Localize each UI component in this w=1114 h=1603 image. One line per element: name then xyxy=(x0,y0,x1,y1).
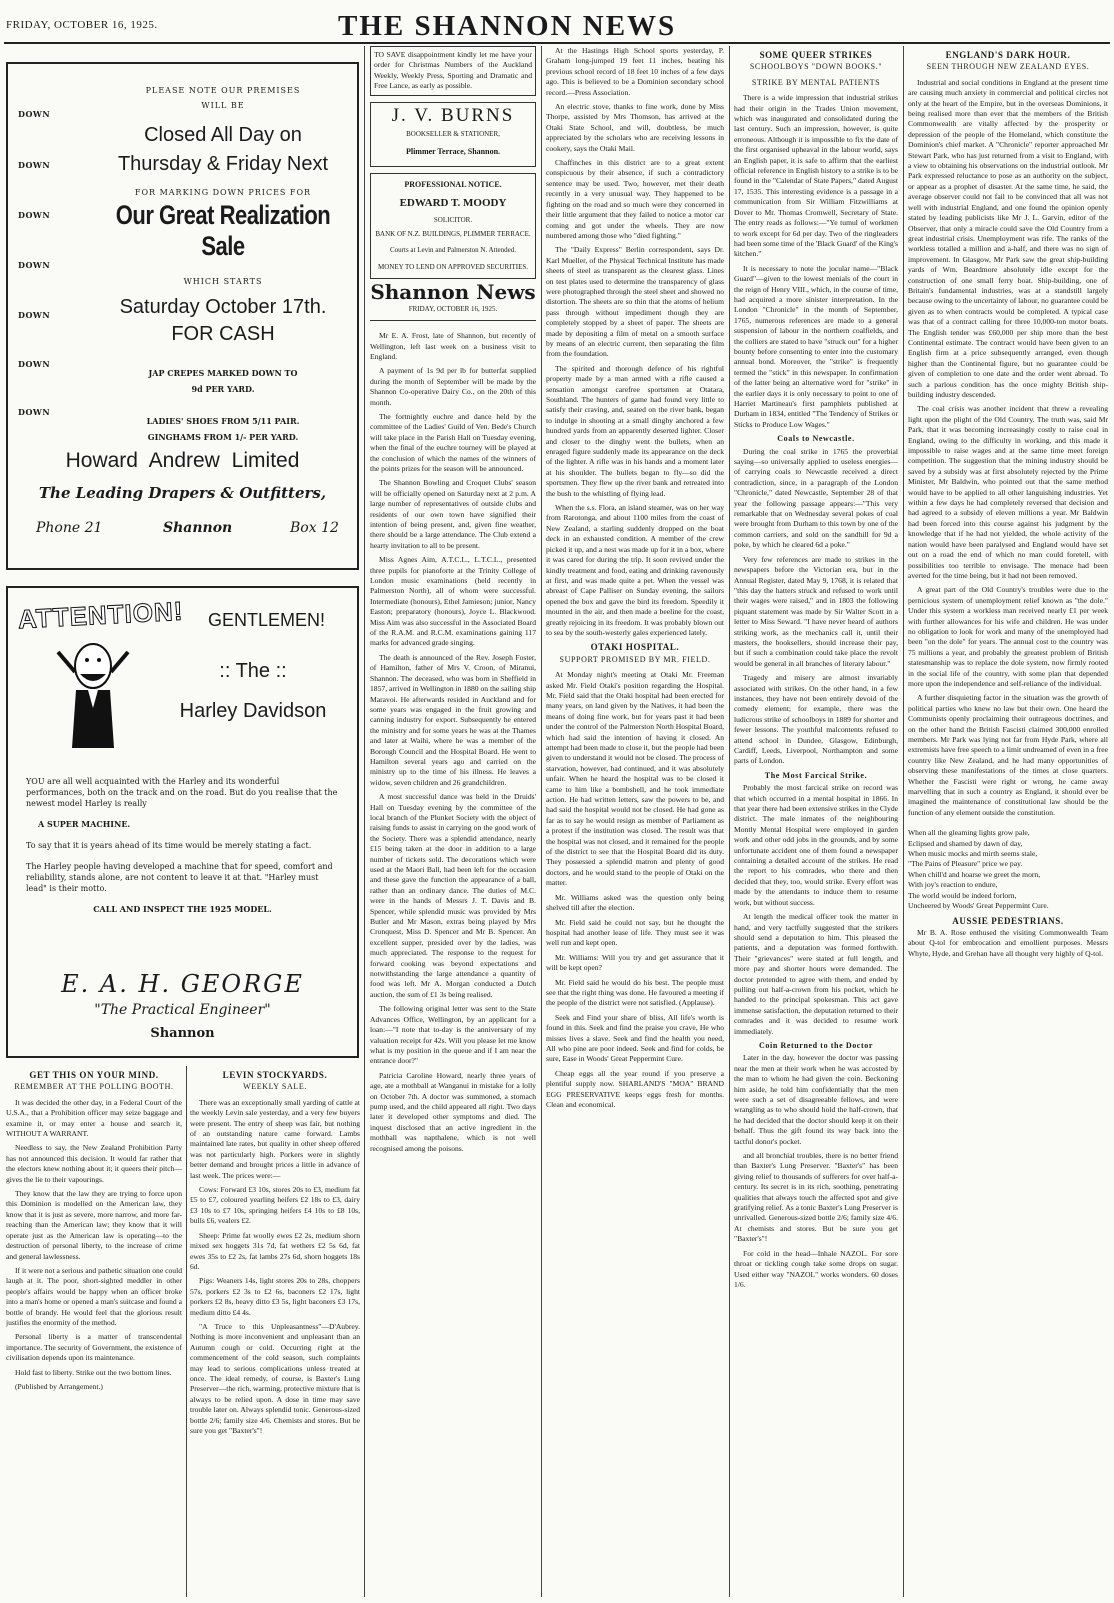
paragraph: The Shannon Bowling and Croquet Clubs' season will be officially opened on Saturday next at 2 p.m. A large number of representatives of outside clubs and residents of our own town have signified their intention of being present, and, given fine weather, there should be a large attendance. The Club extend a hearty invitation to all to be present. xyxy=(370,478,536,550)
column-rule xyxy=(186,1066,187,1597)
which-starts-text: WHICH STARTS xyxy=(183,277,263,286)
paragraph: At length the medical officer took the matter in hand, and very tactfully suggested that the strikers should send a deputation to him. This pleased the patients, and a deputation was formed forthwith. Their "grievances" were stated at full length, and more pay and shorter hours were demanded. The doctor pretended to agree with them, and ended by pulling out half-a-crown from his pocket, which he handed to the principal spokesman. This act gave immense satisfaction, the deputation returned to their comrades and it was decided to resume work immediately. xyxy=(734,912,898,1036)
column-1-bottom xyxy=(6,1066,182,1597)
paragraph: The coal crisis was another incident that threw a revealing light upon the plight of the Old Country. The truth was, said Mr Park, that it was becoming increasingly costly to raise coal in England, owing to the difficulty in working, and this made it impossible to raise wages and at the same time meet foreign competition. The suggestion that the mining industry should be saved by a subsidy was at first absolutely rejected by the Prime Minister, Mr Baldwin, who pointed out that the same method would have to be applied to all other languishing industries. Yet within a few days he had completely reversed that decision and had agreed to a subsidy of eleven millions a year. Mr Baldwin had been forced into this course against his judgment by the knowledge that if he had not yielded, the whole activity of the nation would have been paralysed and England would have set out on a road the end of which no man could foretell, with possibilities too terrible to envisage. The menace had been averted for the time being, but it had not been removed. xyxy=(908,404,1108,580)
paragraph: At Monday night's meeting at Otaki Mr. Freeman asked Mr. Field Otaki's position regarding the Hospital. Mr. Field said that the Otaki hospital had been erected for many years, on land given by the Natives, it had been the means of doing fine work, but for years past it had been under the control of the Palmerston North Hospital Board, which had said the intention of having it closed. An attempt had been made to close it, but the people had been given to understand it would not be closed. The process of starvation, however, had continued, and it was absolutely unfair. When he heard the hospital was to be closed it came to him like a bombshell, and he took immediate action. He had written letters, saw the powers to be, and had said the hospital would not be closed. He had gone as far as to say he would resign as member of Parliament as a protest if the institution was closed. The result was that the hospital was not closed, and it remained for the people of the district to see that the Hospital Board did its duty. They possessed a splendid matron and plenty of good doctors, and he would stand to the people of Otaki on the matter. xyxy=(546,670,724,888)
paragraph: At the Hastings High School sports yesterday, P. Graham long-jumped 19 feet 11 inches, beating his previous school record of 18 feet 10 inches of a few days ago. This is believed to be a Dominion secondary school record.—Press Association. xyxy=(546,46,724,97)
article-title: ENGLAND'S DARK HOUR. xyxy=(945,50,1071,60)
burns-sub: BOOKSELLER & STATIONER, xyxy=(406,130,500,139)
section-heading: The Most Farcical Strike. xyxy=(764,770,868,780)
paragraph: Mr B. A. Rose enthused the visiting Commonwealth Team about Q-tol for embrocation and emollient purposes. Messrs Whyte, Hyde, and Grehan have all thought very highly of Q-tol. xyxy=(908,927,1108,958)
down-label: DOWN xyxy=(18,310,51,320)
paragraph: There was an exceptionally small yarding of cattle at the weekly Levin sale yesterday, and a very few buyers were present. The entry of sheep was fair, but nothing of an outstanding nature came forward. Lambs maintained late rates, but quality in other sheep offered was not particularly high. Porkers were in slightly better demand and brought prices a little in advance of last week. The prices were:— xyxy=(190,1097,360,1180)
prof-notice: PROFESSIONAL NOTICE. xyxy=(404,179,502,189)
paper-nameplate: Shannon News xyxy=(370,280,536,305)
paragraph: During the coal strike in 1765 the proverbial saying—so universally applied to useless energies—of carrying coals to Newcastle received a direct contradiction, since, in a paragraph of the London "Chronicle," dated Newcastle, September 28 of that year the following passage appears:—"This very remarkable that on Wednesday several pokes of coal were brought from Durham to this town by one of the common carriers, and sold on the sandhill for 9d a poke, by which he cleared 6d a poke." xyxy=(734,446,898,550)
down-label: DOWN xyxy=(18,109,51,119)
article-title: LEVIN STOCKYARDS. xyxy=(222,1070,328,1080)
paragraph: The fortnightly euchre and dance held by the committee of the Ladies' Guild of Ven. Bede's Church will take place in the Parish Hall on Tuesday evening, when the final of the euchre tourney will be played at the conclusion of which the names of the winners of the points prizes for the season will be announced. xyxy=(370,411,536,473)
paragraph: Industrial and social conditions in England at the present time are causing much anxiety in commercial and political circles not only at the heart of the Empire, but in the overseas Dominions, it being realised more than ever that the members of the British Commonwealth are vitally affected by the prosperity or depression of the people of the Homeland, which constitute the Dominion's chief market. A "Chronicle" reporter approached Mr Stewart Park, who has just returned from a visit to England, with a view to obtaining his observations on the industrial outlook. Mr Park expressed reluctance to pose as an authority on the subject, or appear as a prophet of disaster. At the same time, he said, the average observer could not fail to be convinced that all was not well with industrial England, and one found the opinion openly stated by leading publicists like Mr J. L. Garvin, editor of the Observer, that only a miracle could save the Old Country from a great industrial crisis. Unemployment was rife. The ranks of the workless totalled a million and a-half, and there was no sign of improvement. In Glasgow, Mr Park saw the great ship-building yards of Wm. Beardmore absolutely idle except for the construction of one small ferry boat. Ship-building, one of Britain's fundamental industries, was at a standstill largely because owing to the uncertainty of labour, no guarantee could be given as to when contracts would be completed. A typical case was that of a contract calling for three 10,000-ton motor boats. The English tender was £60,000 per ship more than the best Continental estimate. The contract would have been given to an English firm at a price subsequently arranged, even though higher than the Continental figure, but no guarantee could be given of completion to one date and the order went abroad. To such a parlous condition has the once mighty British ship-building industry descended. xyxy=(908,77,1108,399)
column-5 xyxy=(734,46,898,1597)
paragraph: Probably the most farcical strike on record was that which occurred in a mental hospital in 1866. In that year there had been extensive strikes in the Clyde district. The male inmates of the neighbouring Montly Mental Hospital were employed in garden work and other odd jobs in the grounds, and by some unfortunate accident one of them found a newspaper containing a detailed account of the strikes. He read the report to his comrades, who there and then decided that they, too, would strike. Every effort was made by the attendants to induce them to resume work, but without success. xyxy=(734,783,898,907)
section-heading: Coals to Newcastle. xyxy=(777,434,855,444)
paragraph: The following original letter was sent to the State Advances Office, Wellington, by an applicant for a loan:—"I note that to-day is the anniversary of my valuation receipt for 42s. Will you please let me know what is my position in the queue and if I am near the entrance door?" xyxy=(370,1004,536,1066)
down-label: DOWN xyxy=(18,260,51,270)
paragraph: If it were not a serious and pathetic situation one could laugh at it. The poor, short-sighted meddler in other people's affairs would be happy when an officer broke into a man's home or opened a man's suitcase and found a bottle of brandy. He would feel that the glorious result justifies the enormity of the method. xyxy=(6,1265,182,1327)
paragraph: and all bronchial troubles, there is no better friend than Baxter's Lung Preserver. "Baxter's" has been giving relief to thousands of sufferers for over half-a-century. Its secret is in its rich, soothing, penetrating qualities that always touch the affected spot and give gratifying relief. As a tonic Baxter's Lung Preserver is unrivalled. Generous-sized bottle 2/6; family size 4/6. At chemists and stores. But be sure you get "Baxter's"! xyxy=(734,1151,898,1244)
paragraph: Mr. Field said he would do his best. The people must see that the right thing was done. He favoured a meeting if the people of the district were not satisfied. (Applause). xyxy=(546,977,724,1008)
column-rule xyxy=(364,46,365,1597)
notice-text: PLEASE NOTE OUR PREMISES xyxy=(145,86,301,95)
paragraph: The "Daily Express" Berlin correspondent, says Dr. Karl Mueller, of the Physical Technical Institute has made sheets of steel as transparent as the clearest glass. Lines on test plates used to determine the transparency of glass were photographed through the steel sheet and showed no distortion. The sheets are so thin that the atoms of helium pass through without impediment though they are completely stopped by a sheet of paper. The sheets are made by depositing a film of metal on a smooth surface by means of an electric current, then separating the film from the foundation. xyxy=(546,245,724,359)
closed-line-2: Thursday & Friday Next xyxy=(117,153,329,175)
article-subtitle: SCHOOLBOYS "DOWN BOOKS." xyxy=(749,62,883,72)
paragraph: A further disquieting factor in the situation was the growth of political parties who knew no law but their own. One heard the Communists openly proclaiming their outrageous doctrines, and on the other hand the British Fascisti claimed 300,000 enrolled members. Mr Park was lying not far from Hyde Park, where all extremists have free speech to a limit undreamed of even in a free country like New Zealand, and he had many opportunities of observing these manifestations of the times at close quarters. Whether the Fascisti were right or wrong, he came away marvelling that in such a country as England, it should ever be imagined the maintenance of constitutional law should be the function of any element outside the constitution. xyxy=(908,693,1108,817)
article-title: OTAKI HOSPITAL. xyxy=(590,642,680,653)
paragraph: The spirited and thorough defence of his rightful property made by a man armed with a rifle caused a sensation amongst carefree sportsmen at Otatara, Southland. The hunters of game had found very little to satisfy their craving, and, seated on the river bank, began to indulge in shooting at a small dinghy anchored a few hundred yards from an apparently deserted lighter. Closer and closer to the dinghy went the bullets, when an enraged figure suddenly made its appearance on the deck of the lighter. A rifle was in his hands and a moment later at his shoulder. The bullets began to fly—so did the sportsmen. They flew up the river bank and retreated into the bush to the whistling of flying lead. xyxy=(546,363,724,498)
harley-body-2: To say that it is years ahead of its time would be merely stating a fact. xyxy=(26,841,312,850)
crepes-line-1: JAP CREPES MARKED DOWN TO xyxy=(148,368,298,378)
down-label: DOWN xyxy=(18,359,51,369)
solicitor-label: SOLICITOR. xyxy=(433,215,473,224)
paragraph: It was decided the other day, in a Federal Court of the U.S.A., that a Prohibition officer may seize baggage and examine it, or may enter a house and search it, WITHOUT A WARRANT. xyxy=(6,1097,182,1139)
paragraph: Pigs: Weaners 14s, light stores 20s to 28s, choppers 57s, porkers £2 3s to £2 6s, baconers £2 17s, light porkers £2 8s, heavy ditto £3 5s, light baconers £3 17s, medium ditto £4 4s. xyxy=(190,1276,360,1317)
paragraph: A most successful dance was held in the Druids' Hall on Tuesday evening by the committee of the local branch of the Plunket Society with the object of raising funds to assist in carrying on the good work of the Society. There was a splendid attendance, nearly £15 being taken at the door in addition to a large number of tickets sold. The decorations which were used at the Maori Ball, had been left for the occasion and these gave the function the appearance of a ball, rather than an ordinary dance. The duties of M.C. were in the hands of Messrs J. T. Davis and B. Spencer, while splendid music was provided by Mrs Butler and Mr Mason, extras being played by Mrs Cronquest, Miss D. Spencer and Mr B. Spencer. An excellent supper, presided over by the ladies, was much appreciated. The response to the request for forward cooking was beyond expectations and notwithstanding the large attendance a quantity of food was left. Mr A. Morgan conducted a Dutch auction, the sum of £1 3s being realised. xyxy=(370,792,536,999)
masthead-date: FRIDAY, OCTOBER 16, 1925. xyxy=(6,19,158,31)
column-2-bottom xyxy=(190,1066,360,1597)
the-heading: :: The :: xyxy=(219,660,287,682)
gentlemen-heading: GENTLEMEN! xyxy=(208,610,326,630)
article-title: GET THIS ON YOUR MIND. xyxy=(29,1070,159,1080)
burns-address: Plimmer Terrace, Shannon. xyxy=(405,147,501,157)
article-title: SOME QUEER STRIKES xyxy=(759,50,873,60)
call-inspect: CALL AND INSPECT THE 1925 MODEL. xyxy=(93,904,272,914)
paragraph: Later in the day, however the doctor was passing near the men at their work when he was accosted by the man to whom he had given the coin. Beckoning him aside, he told him confidentially that the men were such a set of disagreeable fellows, and were wrangling as to who should hold the half-crown, that he had decided that the doctor should keep it on their behalf. Thus the gift found its way back into the tactful donor's pocket. xyxy=(734,1053,898,1146)
burns-ad xyxy=(370,102,536,167)
masthead-rule xyxy=(4,42,1110,44)
harley-ad xyxy=(6,586,359,1058)
dealer-name: E. A. H. GEORGE xyxy=(61,970,304,998)
paragraph: It is necessary to note the jocular name—"Black Guard"—given to the lowest menials of the court in the reign of Henry VIII., which, in the course of time, had acquired a more sinister interpretation. In the London "Chronicle" in the month of September, 1765, numerous references are made to a general suspension of labour in the northern coalfields, and the colliers are stated to have "struck out" for a higher bounty before consenting to enter into the customary annual bond. Moreover, the "strike" is frequently termed the "stick" in this newspaper. In confirmation of the latter being an alternative word for "strike" in the earlier days it is only necessary to point to one of Harriet Martineau's first pamphlets published at Durham in 1834, entitled "The Tendency of Strikes or Sticks to Produce Low Wages." xyxy=(734,263,898,429)
paragraph: Cows: Forward £3 10s, stores 20s to £3, medium fat £5 to £7, coloured yearling heifers £2 18s to £3, dairy £3 10s to £7 10s, springing heifers £4 10s to £8 10s, bulls £6, vealers £2. xyxy=(190,1185,360,1226)
column-rule xyxy=(903,46,904,1597)
paragraph: Miss Agnes Aim, A.T.C.L., L.T.C.L., presented three pupils for pianoforte at the Trinity College of London music examinations (held recently in Palmerston North), all of whom were successful. Intermediate (honours), Ethel Jamieson; junior, Nancy Easton; preparatory (honours), Joyce L. Blackwood. Miss Aim was also successful in the Associated Board of the R.A.M. and R.C.M. examinations gaining 117 marks for advanced grade singing. xyxy=(370,555,536,648)
paragraph: Very few references are made to strikes in the newspapers before the Victorian era, but in the Annual Register, dated May 9, 1768, it is related that "this day the hatters struck and refused to work until their wages were raised," and in 1803 the following piquant statement was made by Sir Walter Scott in a letter to Miss Seward. "I have never heard of authors striking work, as the mechanics call it, until their masters, the booksellers, should increase their pay, but if such a combination could take place the revolt would be general in all branches of literary labour." xyxy=(734,554,898,668)
bank-address: BANK OF N.Z. BUILDINGS, PLIMMER TERRACE. xyxy=(375,230,531,239)
harley-body-1: YOU are all well acquainted with the Harley and its wonderful performances, both on the track and on the road. But do you realise that the newest model Harley is really xyxy=(26,777,338,808)
paragraph: "A Truce to this Unpleasantness"—D'Aubrey. Nothing is more inconvenient and unpleasant than an Autumn cough or cold. Occurring right at the commencement of the cold season, such complaints may lead to serious complications unless treated at once. The ideal remedy, of course, is Baxter's Lung Preserver—the rich, warming, protective mixture that is always to be relied upon. A dose in time may save trouble later on. Always splendid tonic. Generous-sized bottle 2/6; family size 4/6. Chemists and stores. But be sure you get "Baxter's"! xyxy=(190,1321,360,1435)
will-be-text: WILL BE xyxy=(201,101,245,110)
paragraph: Seek and Find your share of bliss, All life's worth is found in this. Seek and find the praise you crave, He who misses lives a slave. Seek and find the health you need, All who pine are poor indeed. Seek and find for colds, be sure, Ease in Woods' Great Peppermint Cure. xyxy=(546,1012,724,1064)
section-heading: Coin Returned to the Doctor xyxy=(759,1040,873,1050)
firm-phone: Phone 21 xyxy=(36,520,103,536)
firm-town: Shannon xyxy=(163,520,233,536)
moody-ad xyxy=(370,173,536,279)
firm-box: Box 12 xyxy=(290,520,339,536)
harley-body-3: The Harley people having developed a machine that for speed, comfort and reliability, stands alone, are not content to leave it at that. "Harley must lead" is their motto. xyxy=(26,862,333,893)
paragraph: Patricia Caroline Howard, nearly three years of age, ate a mothball at Wanganui in mistake for a lolly on October 7th. A doctor was summoned, a stomach pump used, and the child appeared all right. Two days later it developed other symptoms and died. The inquest disclosed that an active ingredient in the mothball was napthalene, which is not well recognised among the poisons. xyxy=(370,1070,536,1153)
start-date: Saturday October 17th. xyxy=(119,296,327,318)
column-4 xyxy=(546,46,724,1597)
shoes-line: LADIES' SHOES FROM 5/11 PAIR. xyxy=(146,416,300,426)
burns-name: J. V. BURNS xyxy=(391,104,515,126)
article-subtitle: REMEMBER AT THE POLLING BOOTH. xyxy=(14,1082,174,1092)
paragraph: Mr. Williams: Will you try and get assurance that it will be kept open? xyxy=(546,952,724,973)
howard-andrew-ad xyxy=(6,62,359,570)
dealer-tagline: "The Practical Engineer" xyxy=(94,1002,271,1018)
paragraph: TO SAVE disappointment kindly let me have your order for Christmas Numbers of the Auckland Weekly, Weekly Press, Sporting and Dramatic and Free Lance, as early as possible. xyxy=(370,46,536,96)
article-title: AUSSIE PEDESTRIANS. xyxy=(952,915,1064,926)
paragraph: (Published by Arrangement.) xyxy=(15,1381,103,1391)
paragraph: Tragedy and misery are almost invariably associated with strikes. On the other hand, in a few instances, they have not been entirely devoid of the comedy element; for example, there was the ludicrous strike of schoolboys in 1889 for shorter and fewer lessons. The youthful malcontents refused to attend school in Dundee, Glasgow, Edinburgh, Cardiff, Leeds, Liverpool, Northampton and some parts of London. xyxy=(734,673,898,766)
paragraph: When the s.s. Flora, an island steamer, was on her way from Rarotonga, and about 1100 miles from the coast of New Zealand, a starling suddenly dropped on the boat deck in an exhausted condition. A member of the crew picked it up, and a nest was made up for it in a box, where it was cared for during the trip. It soon revived under the kindly treatment and food, eating and drinking ravenously at first, and was made quite a pet. When the vessel was abreast of Cape Palliser on Sunday evening, the sailors opened the box and gave the bird its freedom. Speedily it mounted in the air, and then made a beeline for the coast, greatly rejoicing in its freedom. It was probably blown out to sea by the south-westerly gales experienced lately. xyxy=(546,503,724,637)
article-subtitle: SUPPORT PROMISED BY MR. FIELD. xyxy=(559,654,711,664)
super-machine: A SUPER MACHINE. xyxy=(38,819,131,829)
article-subtitle: SEEN THROUGH NEW ZEALAND EYES. xyxy=(926,62,1090,72)
firm-tagline: The Leading Drapers & Outfitters, xyxy=(38,484,327,502)
closed-line-1: Closed All Day on xyxy=(144,124,302,146)
paper-date: FRIDAY, OCTOBER 16, 1925. xyxy=(370,304,536,321)
paragraph: Hold fast to liberty. Strike out the two bottom lines. xyxy=(15,1367,172,1377)
paragraph: The death is announced of the Rev. Joseph Foster, of Hamilton, father of Mrs V. Croon, of Miranui, Shannon. The deceased, who was born in Sheffield in 1857, arrived in Wellington in 1880 on the sailing ship Maravoi. He afterwards resided in Auckland and for some years was engaged in the fruit growing and canning industry for export. Subsequently he entered the ministry and for some years he was at the Thames and later at Waihi, where he was a member of the Borough Council and the Hospital Board. He went to Hamilton several years ago and carried on the ministry up to the time of his illness. He leaves a widow, seven children and 26 grandchildren. xyxy=(370,652,536,787)
paragraph: A great part of the Old Country's troubles were due to the pernicious system of unemployment relief known as "the dole." Under this system a workless man received nearly £1 per week with further allowances for his wife and children. He was under no obligation to look for work and many of the unemployed had been "on the dole" for years. The annual cost to the country was 75 millions a year, and probably the greatest problem of British statesmanship was to replace the dole system, now firmly rooted in the social life of the country, with some plan that depended more upon the independence and self-reliance of the individual. xyxy=(908,585,1108,688)
sale-heading: Our Great Realization Sale xyxy=(115,199,331,261)
paragraph: Cheap eggs all the year round if you preserve a plentiful supply now. SHARLAND'S "MOA" BRAND EGG PRESERVATIVE keeps eggs fresh for months. Clean and economical. xyxy=(546,1068,724,1109)
paragraph: For cold in the head—Inhale NAZOL. For sore throat or tickling cough take some drops on sugar. Used either way "NAZOL" works wonders. 60 doses 1/6. xyxy=(734,1248,898,1289)
article-subtitle: WEEKLY SALE. xyxy=(243,1082,307,1092)
down-label: DOWN xyxy=(18,407,51,417)
masthead-title: THE SHANNON NEWS xyxy=(338,10,677,42)
firm-name: Howard Andrew Limited xyxy=(65,449,300,472)
paragraph: Chaffinches in this district are to a great extent conspicuous by their absence, if such a contradictory sentence may be used. Two, however, met their death recently in a very unusual way. They happened to be fighting on the road and so much were they concerned in their little argument that they failed to notice a motor car coming and got under the wheels. They are now numbered among those who "died fighting." xyxy=(546,158,724,240)
ginghams-line: GINGHAMS FROM 1/- PER YARD. xyxy=(147,432,299,442)
money-line: MONEY TO LEND ON APPROVED SECURITIES. xyxy=(378,262,528,271)
man-cartoon-icon xyxy=(48,628,138,756)
column-3 xyxy=(370,46,536,1597)
paragraph: Sheep: Prime fat woolly ewes £2 2s, medium shorn mixed sex hoggets 31s 7d, fat wethers £2 5s 6d, fat ewes 35s to £2 2s, fat lambs 27s 6d, shorn hoggets 18s 6d. xyxy=(190,1230,360,1271)
for-marking-text: FOR MARKING DOWN PRICES FOR xyxy=(134,188,312,197)
paragraph: A payment of 1s 9d per lb for butterfat supplied during the month of September will be made by the Shannon Co-operative Dairy Co., on the 20th of this month. xyxy=(370,366,536,407)
column-rule xyxy=(541,46,542,1597)
paragraph: They know that the law they are trying to force upon this Dominion is modelled on the American law, they know that it is just as severe, more narrow, and more far-reaching than the American law; they know that it will operate just as the American law is operating—to the destruction of personal liberty, to the increase of crime and general lawlessness. xyxy=(6,1189,182,1261)
paragraph: Mr. Williams asked was the question only being shelved till after the election. xyxy=(546,892,724,913)
column-6 xyxy=(908,46,1108,1597)
paragraph: Personal liberty is a matter of transcendental importance. The security of Government, the existence of civilisation depends upon its maintenance. xyxy=(6,1332,182,1363)
paragraph: An electric stove, thanks to fine work, done by Miss Thorpe, assisted by Mrs Thomson, has arrived at the Otaki State School, and will, doubtless, be much appreciated by the scholars who are receiving lessons in cookery, says the Otaki Mail. xyxy=(546,102,724,153)
moody-name: EDWARD T. MOODY xyxy=(399,197,507,210)
down-label: DOWN xyxy=(18,160,51,170)
crepes-line-2: 9d PER YARD. xyxy=(191,384,255,394)
courts-line: Courts at Levin and Palmerston N. Attended. xyxy=(390,246,516,255)
paragraph: There is a wide impression that industrial strikes had their origin in the Trades Union movement, which was inaugurated and consolidated during the last century. Such an impression, however, is quite erroneous. Although it is impossible to fix the date of the first organised upheaval in the labour world, says an English paper, it is safe to affirm that the earliest official reference in English history to a strike is to be found in the "Calendar of State Papers," dated August 17, 1535. This interesting evidence is a passage in a communication from Sir William Fitzwilliams at Dover to Mr. Thomas Cromwell, Secretary of State. The entry reads as follows:—"Ye tumul of workmen to work except for 6d per day. Two of the ringleaders had been some time of the 'Black Guard' of the King's kitchen." xyxy=(734,93,898,259)
poem: When all the gleaming lights grow pale, Eclipsed and shamed by dawn of day, When music mocks and mirth seems stale, "The Pains of Pleasure" price we pay. When chill'd and hoarse we greet the morn, With joy's reaction to endure, The world would be indeed forlorn, Uncheered by Woods' Great Peppermint Cure. xyxy=(908,828,1049,911)
attention-heading: ATTENTION! xyxy=(17,595,185,635)
paragraph: Mr E. A. Frost, late of Shannon, but recently of Wellington, left last week on a business visit to England. xyxy=(370,331,536,361)
article-subtitle: STRIKE BY MENTAL PATIENTS xyxy=(751,77,881,87)
for-cash: FOR CASH xyxy=(171,323,275,345)
down-label: DOWN xyxy=(18,210,51,220)
column-rule xyxy=(729,46,730,1597)
paragraph: Needless to say, the New Zealand Prohibition Party has not announced this decision. It would far rather that the electors knew nothing about it; it queers their pitch—gives the lie to their vapourings. xyxy=(6,1143,182,1184)
dealer-town: Shannon xyxy=(150,1026,215,1041)
harley-heading: Harley Davidson xyxy=(179,700,327,722)
paragraph: Mr. Field said he could not say, but he thought the hospital had another lease of life. They must see it was well run and kept open. xyxy=(546,917,724,948)
